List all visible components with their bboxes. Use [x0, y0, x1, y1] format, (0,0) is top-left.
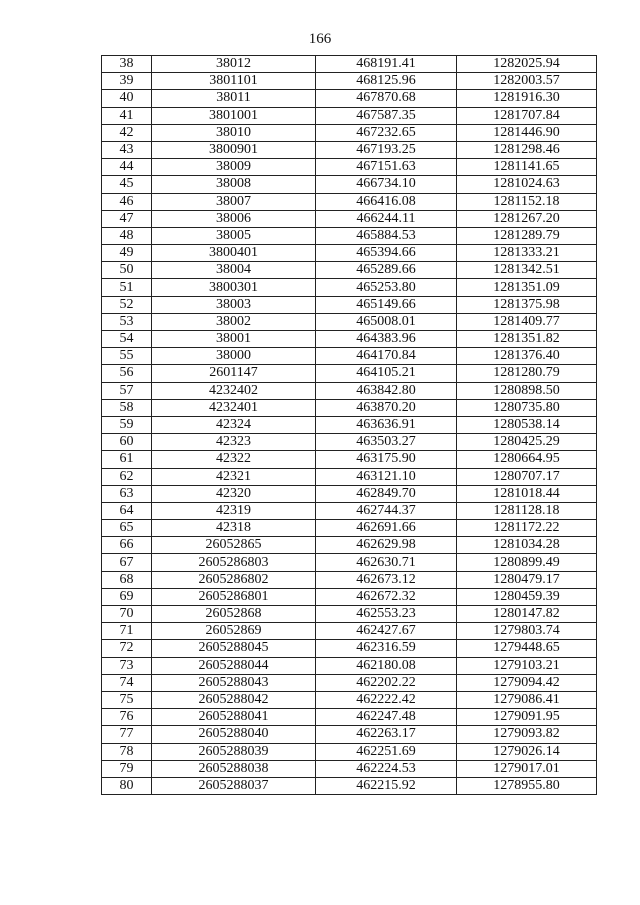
y-coordinate-cell: 1281916.30 [457, 90, 597, 107]
table-row [102, 141, 597, 158]
coordinates-table [101, 55, 597, 795]
table-row [102, 159, 597, 176]
y-coordinate-cell: 1282025.94 [457, 56, 597, 73]
x-coordinate-cell: 466734.10 [316, 176, 457, 193]
point-id-cell: 42323 [152, 434, 316, 451]
y-coordinate-cell: 1281298.46 [457, 141, 597, 158]
y-coordinate-cell: 1280147.82 [457, 606, 597, 623]
point-id-cell: 2605288038 [152, 760, 316, 777]
row-number-cell: 57 [102, 382, 152, 399]
x-coordinate-cell: 465253.80 [316, 279, 457, 296]
row-number-cell: 71 [102, 623, 152, 640]
table-row [102, 468, 597, 485]
x-coordinate-cell: 468191.41 [316, 56, 457, 73]
point-id-cell: 4232402 [152, 382, 316, 399]
table-row [102, 313, 597, 330]
y-coordinate-cell: 1281351.09 [457, 279, 597, 296]
y-coordinate-cell: 1281024.63 [457, 176, 597, 193]
y-coordinate-cell: 1279086.41 [457, 691, 597, 708]
x-coordinate-cell: 465149.66 [316, 296, 457, 313]
y-coordinate-cell: 1281375.98 [457, 296, 597, 313]
point-id-cell: 3801101 [152, 73, 316, 90]
table-row [102, 227, 597, 244]
point-id-cell: 3800301 [152, 279, 316, 296]
row-number-cell: 56 [102, 365, 152, 382]
row-number-cell: 80 [102, 777, 152, 794]
point-id-cell: 2605288045 [152, 640, 316, 657]
table-row [102, 760, 597, 777]
table-row [102, 743, 597, 760]
table-row [102, 124, 597, 141]
point-id-cell: 2605288042 [152, 691, 316, 708]
x-coordinate-cell: 467232.65 [316, 124, 457, 141]
row-number-cell: 70 [102, 606, 152, 623]
x-coordinate-cell: 463870.20 [316, 399, 457, 416]
table-row [102, 674, 597, 691]
x-coordinate-cell: 463121.10 [316, 468, 457, 485]
point-id-cell: 38005 [152, 227, 316, 244]
x-coordinate-cell: 462629.98 [316, 537, 457, 554]
row-number-cell: 50 [102, 262, 152, 279]
row-number-cell: 49 [102, 245, 152, 262]
point-id-cell: 2605288037 [152, 777, 316, 794]
row-number-cell: 69 [102, 588, 152, 605]
x-coordinate-cell: 466416.08 [316, 193, 457, 210]
table-row [102, 399, 597, 416]
y-coordinate-cell: 1279448.65 [457, 640, 597, 657]
table-body [102, 56, 597, 795]
row-number-cell: 79 [102, 760, 152, 777]
row-number-cell: 47 [102, 210, 152, 227]
x-coordinate-cell: 462215.92 [316, 777, 457, 794]
row-number-cell: 78 [102, 743, 152, 760]
y-coordinate-cell: 1281152.18 [457, 193, 597, 210]
point-id-cell: 38008 [152, 176, 316, 193]
row-number-cell: 40 [102, 90, 152, 107]
point-id-cell: 42321 [152, 468, 316, 485]
table-row [102, 296, 597, 313]
table-row [102, 588, 597, 605]
y-coordinate-cell: 1281351.82 [457, 331, 597, 348]
row-number-cell: 53 [102, 313, 152, 330]
y-coordinate-cell: 1280538.14 [457, 416, 597, 433]
x-coordinate-cell: 463503.27 [316, 434, 457, 451]
x-coordinate-cell: 465008.01 [316, 313, 457, 330]
table-row [102, 520, 597, 537]
x-coordinate-cell: 462553.23 [316, 606, 457, 623]
table-row [102, 107, 597, 124]
table-row [102, 210, 597, 227]
x-coordinate-cell: 462247.48 [316, 709, 457, 726]
y-coordinate-cell: 1280898.50 [457, 382, 597, 399]
row-number-cell: 72 [102, 640, 152, 657]
table-row [102, 777, 597, 794]
x-coordinate-cell: 464383.96 [316, 331, 457, 348]
row-number-cell: 67 [102, 554, 152, 571]
table-row [102, 262, 597, 279]
y-coordinate-cell: 1281376.40 [457, 348, 597, 365]
table-row [102, 657, 597, 674]
row-number-cell: 39 [102, 73, 152, 90]
table-row [102, 554, 597, 571]
point-id-cell: 2605286803 [152, 554, 316, 571]
x-coordinate-cell: 462263.17 [316, 726, 457, 743]
point-id-cell: 38010 [152, 124, 316, 141]
row-number-cell: 59 [102, 416, 152, 433]
y-coordinate-cell: 1282003.57 [457, 73, 597, 90]
row-number-cell: 61 [102, 451, 152, 468]
row-number-cell: 58 [102, 399, 152, 416]
x-coordinate-cell: 462744.37 [316, 502, 457, 519]
point-id-cell: 2601147 [152, 365, 316, 382]
row-number-cell: 51 [102, 279, 152, 296]
x-coordinate-cell: 467193.25 [316, 141, 457, 158]
row-number-cell: 60 [102, 434, 152, 451]
point-id-cell: 26052869 [152, 623, 316, 640]
y-coordinate-cell: 1281289.79 [457, 227, 597, 244]
table-row [102, 73, 597, 90]
point-id-cell: 38011 [152, 90, 316, 107]
x-coordinate-cell: 462849.70 [316, 485, 457, 502]
y-coordinate-cell: 1281280.79 [457, 365, 597, 382]
x-coordinate-cell: 462673.12 [316, 571, 457, 588]
y-coordinate-cell: 1279017.01 [457, 760, 597, 777]
point-id-cell: 38001 [152, 331, 316, 348]
row-number-cell: 46 [102, 193, 152, 210]
point-id-cell: 3800401 [152, 245, 316, 262]
table-row [102, 176, 597, 193]
table-row [102, 709, 597, 726]
y-coordinate-cell: 1281172.22 [457, 520, 597, 537]
page-number: 166 [308, 31, 332, 47]
table-row [102, 485, 597, 502]
row-number-cell: 54 [102, 331, 152, 348]
x-coordinate-cell: 462427.67 [316, 623, 457, 640]
x-coordinate-cell: 462630.71 [316, 554, 457, 571]
point-id-cell: 2605288039 [152, 743, 316, 760]
x-coordinate-cell: 468125.96 [316, 73, 457, 90]
table-row [102, 434, 597, 451]
table-row [102, 348, 597, 365]
y-coordinate-cell: 1281128.18 [457, 502, 597, 519]
x-coordinate-cell: 464170.84 [316, 348, 457, 365]
point-id-cell: 38002 [152, 313, 316, 330]
row-number-cell: 52 [102, 296, 152, 313]
point-id-cell: 26052868 [152, 606, 316, 623]
row-number-cell: 73 [102, 657, 152, 674]
row-number-cell: 55 [102, 348, 152, 365]
table-row [102, 416, 597, 433]
row-number-cell: 63 [102, 485, 152, 502]
x-coordinate-cell: 463175.90 [316, 451, 457, 468]
row-number-cell: 43 [102, 141, 152, 158]
table-row [102, 56, 597, 73]
row-number-cell: 48 [102, 227, 152, 244]
x-coordinate-cell: 465289.66 [316, 262, 457, 279]
row-number-cell: 64 [102, 502, 152, 519]
x-coordinate-cell: 464105.21 [316, 365, 457, 382]
y-coordinate-cell: 1281267.20 [457, 210, 597, 227]
y-coordinate-cell: 1281409.77 [457, 313, 597, 330]
table-row [102, 606, 597, 623]
row-number-cell: 77 [102, 726, 152, 743]
table-row [102, 193, 597, 210]
point-id-cell: 38012 [152, 56, 316, 73]
point-id-cell: 42319 [152, 502, 316, 519]
y-coordinate-cell: 1281707.84 [457, 107, 597, 124]
x-coordinate-cell: 462222.42 [316, 691, 457, 708]
row-number-cell: 45 [102, 176, 152, 193]
point-id-cell: 42320 [152, 485, 316, 502]
y-coordinate-cell: 1280664.95 [457, 451, 597, 468]
y-coordinate-cell: 1281034.28 [457, 537, 597, 554]
point-id-cell: 38003 [152, 296, 316, 313]
point-id-cell: 2605288040 [152, 726, 316, 743]
y-coordinate-cell: 1279093.82 [457, 726, 597, 743]
row-number-cell: 62 [102, 468, 152, 485]
table-row [102, 571, 597, 588]
x-coordinate-cell: 462691.66 [316, 520, 457, 537]
table-row [102, 623, 597, 640]
point-id-cell: 4232401 [152, 399, 316, 416]
point-id-cell: 38007 [152, 193, 316, 210]
y-coordinate-cell: 1279094.42 [457, 674, 597, 691]
row-number-cell: 42 [102, 124, 152, 141]
row-number-cell: 41 [102, 107, 152, 124]
table-row [102, 245, 597, 262]
row-number-cell: 68 [102, 571, 152, 588]
x-coordinate-cell: 467870.68 [316, 90, 457, 107]
row-number-cell: 44 [102, 159, 152, 176]
point-id-cell: 38004 [152, 262, 316, 279]
point-id-cell: 42318 [152, 520, 316, 537]
x-coordinate-cell: 465884.53 [316, 227, 457, 244]
y-coordinate-cell: 1281141.65 [457, 159, 597, 176]
row-number-cell: 65 [102, 520, 152, 537]
point-id-cell: 2605286801 [152, 588, 316, 605]
point-id-cell: 26052865 [152, 537, 316, 554]
point-id-cell: 2605288043 [152, 674, 316, 691]
y-coordinate-cell: 1278955.80 [457, 777, 597, 794]
x-coordinate-cell: 462180.08 [316, 657, 457, 674]
x-coordinate-cell: 462672.32 [316, 588, 457, 605]
row-number-cell: 66 [102, 537, 152, 554]
row-number-cell: 76 [102, 709, 152, 726]
x-coordinate-cell: 467151.63 [316, 159, 457, 176]
x-coordinate-cell: 466244.11 [316, 210, 457, 227]
row-number-cell: 75 [102, 691, 152, 708]
y-coordinate-cell: 1280735.80 [457, 399, 597, 416]
table-row [102, 90, 597, 107]
point-id-cell: 42322 [152, 451, 316, 468]
y-coordinate-cell: 1281333.21 [457, 245, 597, 262]
x-coordinate-cell: 462316.59 [316, 640, 457, 657]
table-row [102, 279, 597, 296]
y-coordinate-cell: 1281446.90 [457, 124, 597, 141]
point-id-cell: 2605288044 [152, 657, 316, 674]
point-id-cell: 2605286802 [152, 571, 316, 588]
point-id-cell: 42324 [152, 416, 316, 433]
y-coordinate-cell: 1279103.21 [457, 657, 597, 674]
row-number-cell: 38 [102, 56, 152, 73]
x-coordinate-cell: 467587.35 [316, 107, 457, 124]
y-coordinate-cell: 1280479.17 [457, 571, 597, 588]
table-row [102, 365, 597, 382]
x-coordinate-cell: 465394.66 [316, 245, 457, 262]
table-row [102, 691, 597, 708]
table-row [102, 640, 597, 657]
table-row [102, 451, 597, 468]
y-coordinate-cell: 1279803.74 [457, 623, 597, 640]
x-coordinate-cell: 463636.91 [316, 416, 457, 433]
table-row [102, 331, 597, 348]
y-coordinate-cell: 1279026.14 [457, 743, 597, 760]
point-id-cell: 38006 [152, 210, 316, 227]
y-coordinate-cell: 1280899.49 [457, 554, 597, 571]
table-row [102, 502, 597, 519]
point-id-cell: 38000 [152, 348, 316, 365]
point-id-cell: 38009 [152, 159, 316, 176]
y-coordinate-cell: 1281018.44 [457, 485, 597, 502]
x-coordinate-cell: 462224.53 [316, 760, 457, 777]
x-coordinate-cell: 462202.22 [316, 674, 457, 691]
point-id-cell: 2605288041 [152, 709, 316, 726]
table-row [102, 537, 597, 554]
y-coordinate-cell: 1280425.29 [457, 434, 597, 451]
point-id-cell: 3800901 [152, 141, 316, 158]
x-coordinate-cell: 462251.69 [316, 743, 457, 760]
y-coordinate-cell: 1280459.39 [457, 588, 597, 605]
x-coordinate-cell: 463842.80 [316, 382, 457, 399]
y-coordinate-cell: 1280707.17 [457, 468, 597, 485]
table-row [102, 382, 597, 399]
y-coordinate-cell: 1281342.51 [457, 262, 597, 279]
point-id-cell: 3801001 [152, 107, 316, 124]
y-coordinate-cell: 1279091.95 [457, 709, 597, 726]
table-row [102, 726, 597, 743]
row-number-cell: 74 [102, 674, 152, 691]
